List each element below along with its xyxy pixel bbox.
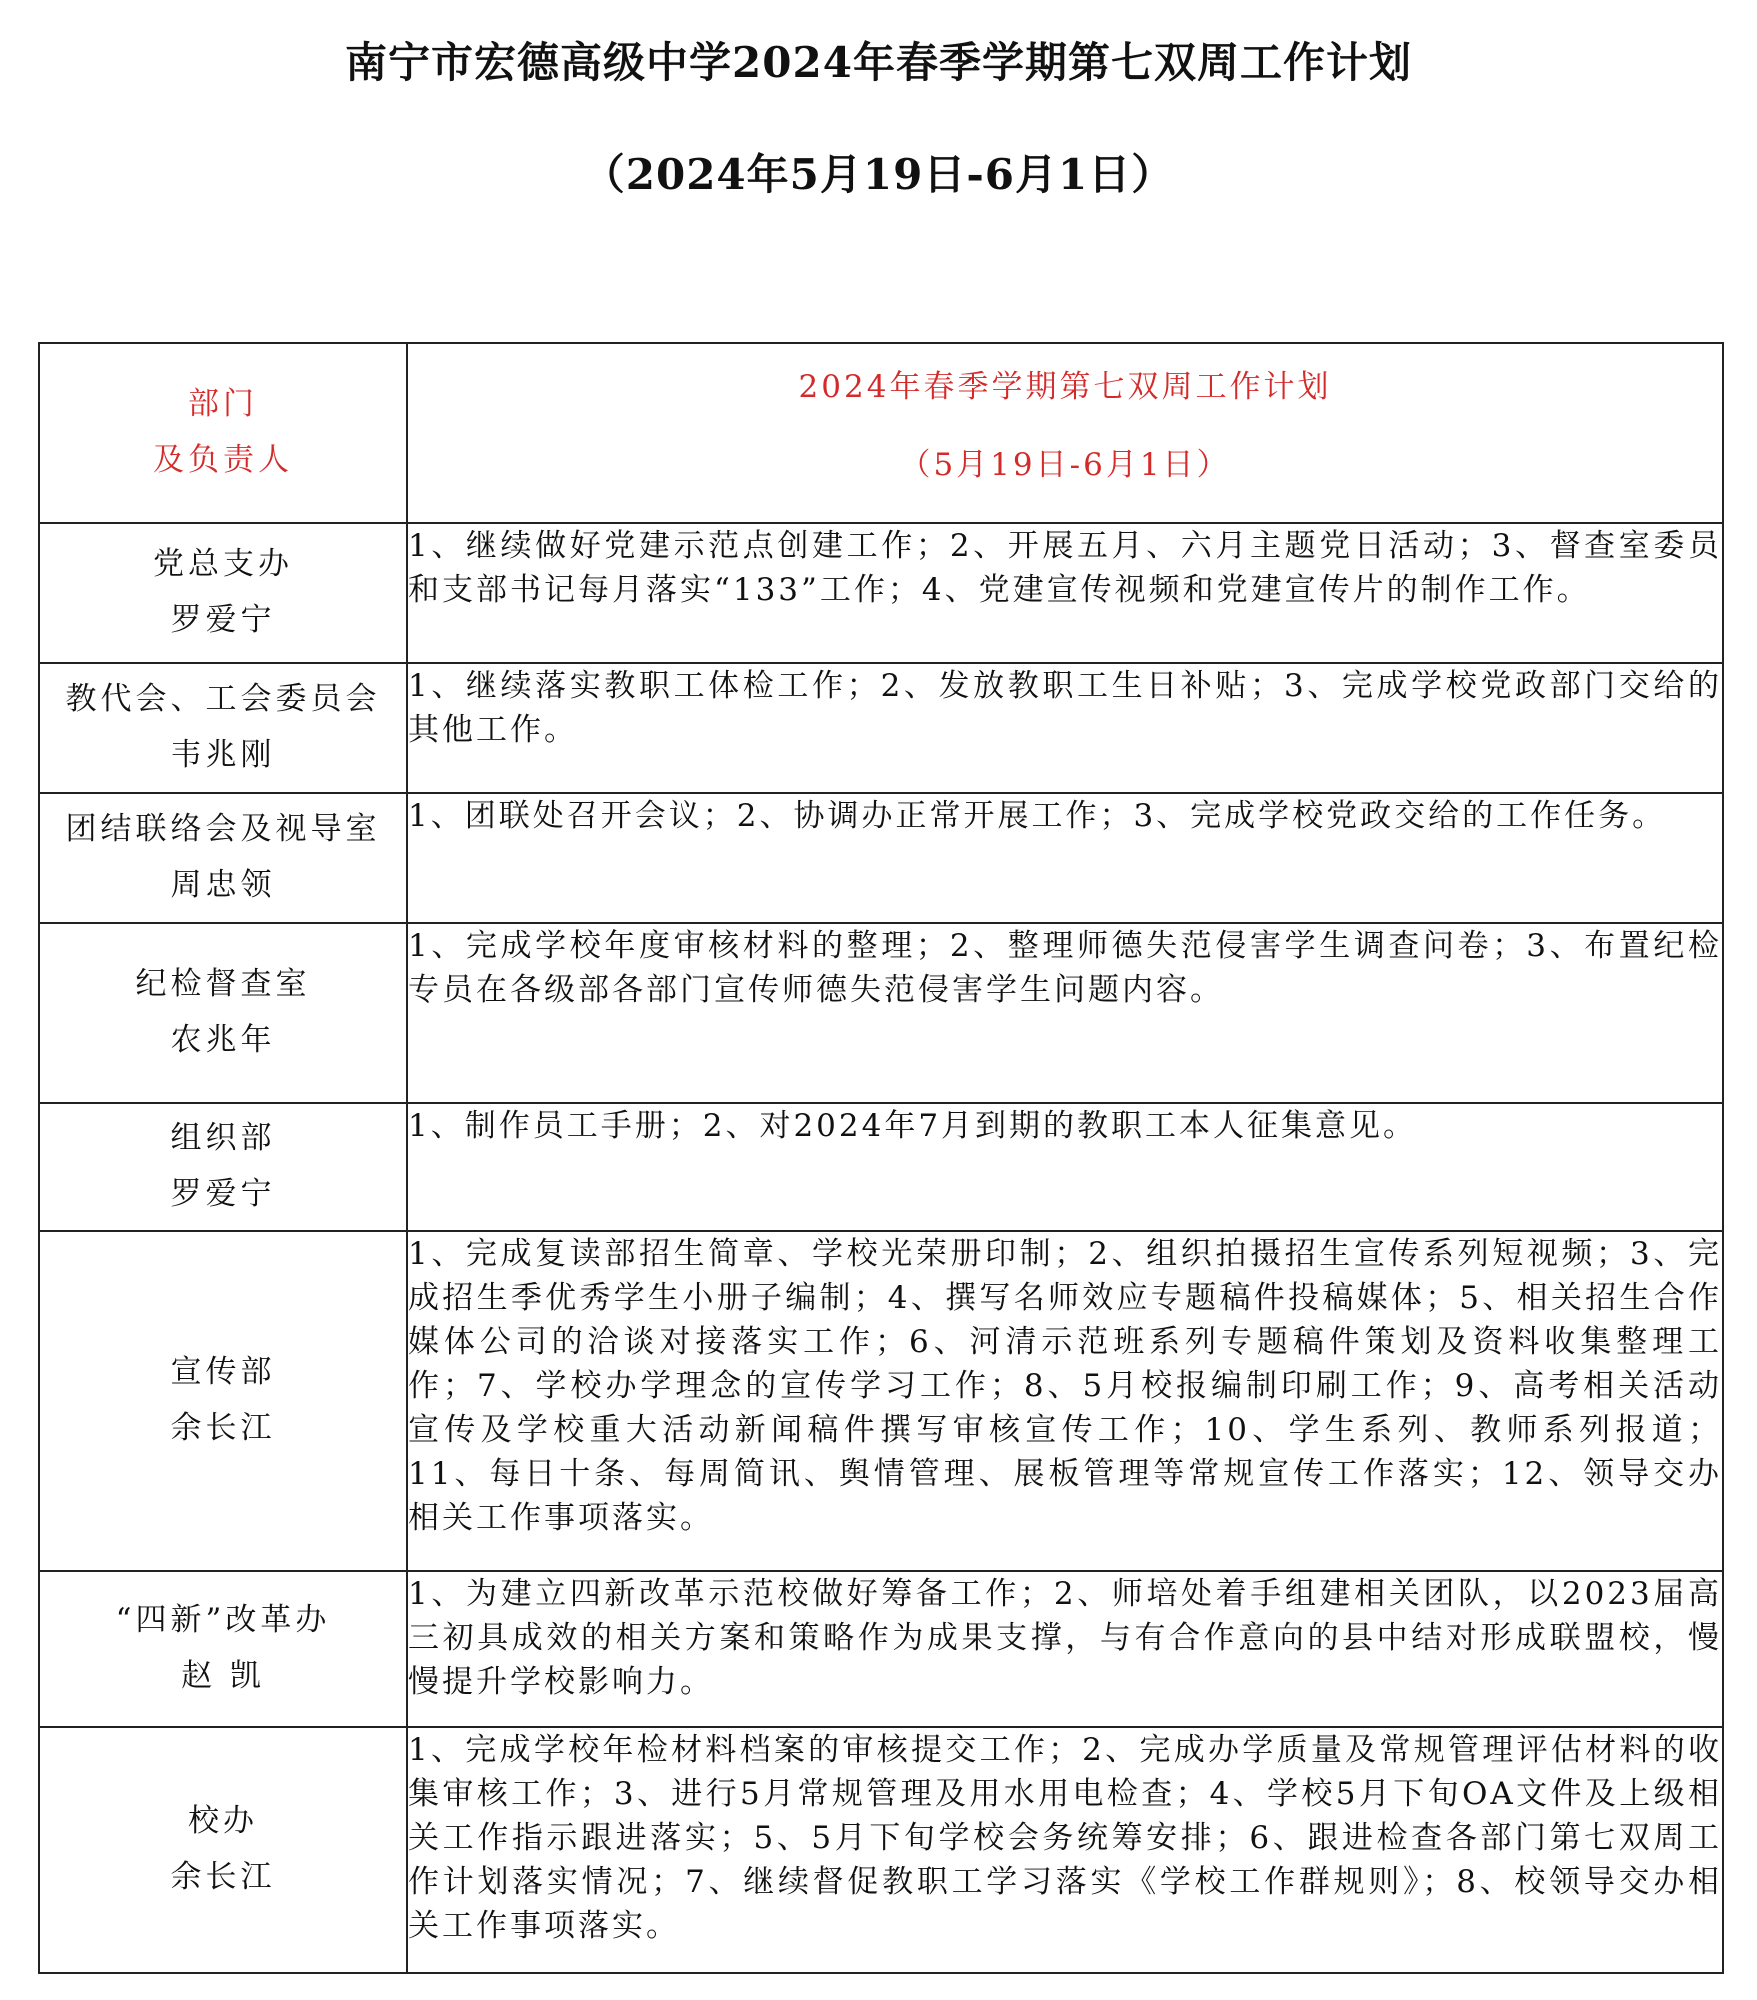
table-row <box>39 1231 1723 1571</box>
dept-name: 教代会、工会委员会 <box>65 681 381 717</box>
header-person-label: 及负责人 <box>153 442 293 478</box>
header-dept-label: 部门 <box>188 386 258 422</box>
table-row <box>39 1103 1723 1231</box>
table-row <box>39 923 1723 1103</box>
plan-cell: 1、为建立四新改革示范校做好筹备工作；2、师培处着手组建相关团队，以2023届高三初具成效的相关方案和策略作为成果支撑，与有合作意向的县中结对形成联盟校，慢慢提升学校影响力。 <box>407 1571 1723 1727</box>
plan-cell: 1、完成学校年度审核材料的整理；2、整理师德失范侵害学生调查问卷；3、布置纪检专员在各级部各部门宣传师德失范侵害学生问题内容。 <box>407 923 1723 1103</box>
dept-name: 团结联络会及视导室 <box>65 811 381 847</box>
dept-name: 校办 <box>188 1803 258 1839</box>
header-plan-title: 2024年春季学期第七双周工作计划 <box>798 369 1332 405</box>
dept-cell <box>39 1231 407 1571</box>
table-row <box>39 1727 1723 1973</box>
dept-person: 余长江 <box>170 1859 276 1895</box>
dept-person: 罗爱宁 <box>170 1176 276 1212</box>
document-title: 南宁市宏德高级中学2024年春季学期第七双周工作计划 <box>345 38 1412 87</box>
dept-name: 党总支办 <box>153 546 293 582</box>
header-dept-cell <box>39 343 407 523</box>
document-subtitle: （2024年5月19日-6月1日） <box>582 150 1175 199</box>
dept-person: 赵 凯 <box>181 1658 265 1694</box>
dept-cell <box>39 923 407 1103</box>
plan-cell: 1、完成学校年检材料档案的审核提交工作；2、完成办学质量及常规管理评估材料的收集审核工作；3、进行5月常规管理及用水用电检查；4、学校5月下旬OA文件及上级相关工作指示跟进落实；5、5月下旬学校会务统筹安排；6、跟进检查各部门第七双周工作计划落实情况；7、继续督促教职工学习落实《学校工作群规则》；8、校领导交办相关工作事项落实。 <box>407 1727 1723 1973</box>
plan-cell: 1、继续落实教职工体检工作；2、发放教职工生日补贴；3、完成学校党政部门交给的其他工作。 <box>407 663 1723 793</box>
plan-cell: 1、完成复读部招生简章、学校光荣册印制；2、组织拍摄招生宣传系列短视频；3、完成招生季优秀学生小册子编制；4、撰写名师效应专题稿件投稿媒体；5、相关招生合作媒体公司的洽谈对接落实工作；6、河清示范班系列专题稿件策划及资料收集整理工作；7、学校办学理念的宣传学习工作；8、5月校报编制印刷工作；9、高考相关活动宣传及学校重大活动新闻稿件撰写审核宣传工作；10、学生系列、教师系列报道；11、每日十条、每周简讯、舆情管理、展板管理等常规宣传工作落实；12、领导交办相关工作事项落实。 <box>407 1231 1723 1571</box>
table-row <box>39 523 1723 663</box>
dept-person: 余长江 <box>170 1410 276 1446</box>
dept-name: 宣传部 <box>170 1354 276 1390</box>
plan-cell: 1、团联处召开会议；2、协调办正常开展工作；3、完成学校党政交给的工作任务。 <box>407 793 1723 923</box>
dept-name: 组织部 <box>170 1120 276 1156</box>
table-row <box>39 663 1723 793</box>
table-row <box>39 1571 1723 1727</box>
plan-cell: 1、制作员工手册；2、对2024年7月到期的教职工本人征集意见。 <box>407 1103 1723 1231</box>
header-plan-dates: （5月19日-6月1日） <box>899 447 1231 483</box>
dept-cell <box>39 1727 407 1973</box>
plan-cell: 1、继续做好党建示范点创建工作；2、开展五月、六月主题党日活动；3、督查室委员和支部书记每月落实“133”工作；4、党建宣传视频和党建宣传片的制作工作。 <box>407 523 1723 663</box>
dept-cell <box>39 793 407 923</box>
dept-cell <box>39 523 407 663</box>
header-plan-cell <box>407 343 1723 523</box>
dept-person: 周忠领 <box>170 867 276 903</box>
dept-name: 纪检督查室 <box>135 966 311 1002</box>
dept-cell <box>39 1571 407 1727</box>
dept-person: 韦兆刚 <box>170 737 276 773</box>
table-row <box>39 793 1723 923</box>
dept-name: “四新”改革办 <box>115 1602 331 1638</box>
work-plan-table <box>38 342 1724 1974</box>
dept-person: 农兆年 <box>170 1022 276 1058</box>
table-header-row <box>39 343 1723 523</box>
dept-cell <box>39 663 407 793</box>
dept-person: 罗爱宁 <box>170 602 276 638</box>
dept-cell <box>39 1103 407 1231</box>
